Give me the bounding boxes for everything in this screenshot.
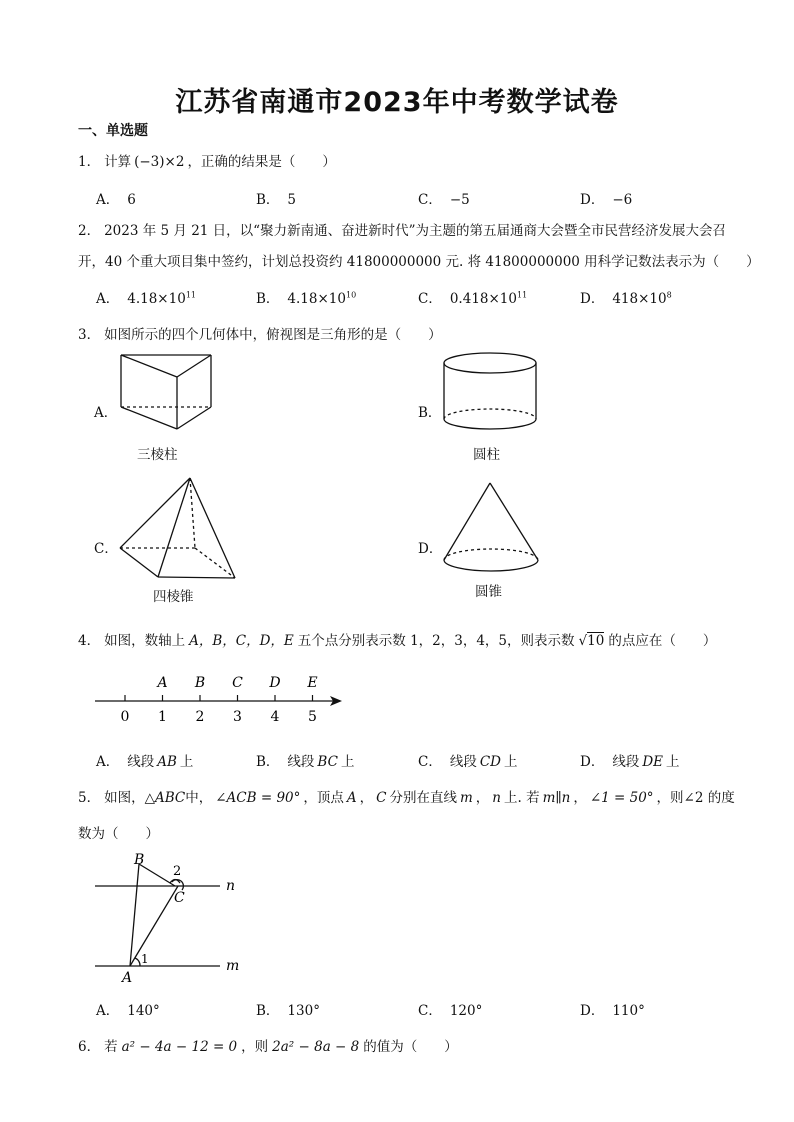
option-a[interactable] [96,287,196,307]
question-1 [78,150,336,170]
segment-name: BC [317,754,338,770]
question-text: 的点应在（ ） [608,633,717,649]
pyramid-edge [120,478,190,548]
cylinder-figure [440,352,540,434]
question-text: 计算 [104,154,132,170]
pyramid-edge [190,478,235,578]
tick-label: 0 [120,709,130,725]
cone-figure [440,480,545,580]
question-2-line-1 [78,219,726,239]
option-a[interactable] [96,999,160,1019]
option-a[interactable]: A． [94,405,118,421]
question-text: 开，40 个重大项目集中签约，计划总投资约 41800000000 元. 将 41800000000 用科学记数法表示为（ ） [78,254,760,270]
option-b[interactable] [256,750,354,770]
figure-caption: 圆柱 [473,447,500,463]
cone-base-front [444,560,538,571]
option-d[interactable] [580,999,645,1019]
option-label: A． [96,192,120,208]
pyramid-edge [120,548,158,577]
question-text: ，正确的结果是（ ） [187,154,336,170]
tick-label: 3 [233,709,242,725]
sqrt-expression [579,633,605,649]
option-text: 上 [666,754,680,770]
segment-name: AB [157,754,177,770]
pyramid-edge [158,577,235,578]
point-label: E [307,675,318,691]
question-text: 上. 若 [503,790,540,806]
segment-name: CD [479,754,501,770]
page-title: 江苏省南通市2023年中考数学试卷 [175,87,619,118]
exponent: 11 [185,290,196,300]
point-list: A，B，C，D，E [189,633,294,649]
radicand: 10 [587,633,605,649]
prism-edge [177,407,211,429]
question-text: ，则∠2 的度 [656,790,735,806]
option-label: A． [96,291,120,307]
section-heading: 一、单选题 [78,123,148,139]
point-name: A [346,790,357,806]
question-number: 2． [78,223,101,239]
option-b[interactable] [256,188,296,208]
option-c[interactable]: C． [94,541,118,557]
option-label: A． [96,754,120,770]
triangle-name: △ABC [144,790,186,806]
question-text: 数为（ ） [78,826,159,842]
option-text: −5 [449,192,470,208]
cylinder-bottom-front [444,419,536,429]
question-5-line-1 [78,786,735,806]
question-number: 4． [78,633,101,649]
option-text: 418×10 [612,291,667,307]
expression: 2a² − 8a − 8 [272,1039,360,1055]
option-label: C． [418,754,442,770]
option-label: C． [418,291,442,307]
question-4 [78,629,716,649]
option-text: 5 [287,192,297,208]
question-number: 1． [78,154,101,170]
pyramid-hidden-edge [195,548,235,578]
question-number: 3． [78,327,101,343]
equation: a² − 4a − 12 = 0 [121,1039,238,1055]
label-n: n [226,878,236,894]
pyramid-edge [158,478,190,577]
option-text: 上 [179,754,194,770]
option-text: 线段 [127,754,155,770]
cone-edge [444,483,490,560]
line-name: m [459,790,473,806]
question-text: 的值为（ ） [363,1039,458,1055]
label-c: C [174,890,185,906]
option-label: C． [418,192,442,208]
option-label: C． [418,1003,442,1019]
point-name: C [376,790,387,806]
angle-expression: ∠ACB = 90° [215,790,301,806]
option-a[interactable] [96,750,193,770]
question-2-line-2 [78,250,760,270]
option-text: 0.418×10 [449,291,517,307]
option-text: −6 [612,192,633,208]
option-label: D． [580,192,605,208]
question-text: 如图，数轴上 [104,633,186,649]
square-pyramid-figure [115,474,240,584]
tick-label: 5 [308,709,317,725]
tick-label: 2 [195,709,205,725]
option-label: B． [256,291,280,307]
point-label: D [269,675,281,691]
point-label: B [194,675,206,691]
option-b[interactable] [256,287,356,307]
option-c[interactable] [418,999,482,1019]
option-label: D． [580,1003,605,1019]
question-text: 如图所示的四个几何体中，俯视图是三角形的是（ ） [104,327,442,343]
option-label: B． [256,754,280,770]
option-text: 线段 [287,754,315,770]
figure-caption: 三棱柱 [137,447,178,463]
option-text: 上 [340,754,355,770]
question-text: 2023 年 5 月 21 日，以“聚力新南通、奋进新时代”为主题的第五届通商大会暨全市民营经济发展大会召 [104,223,726,239]
option-text: 上 [504,754,518,770]
exponent: 10 [345,290,357,300]
cylinder-top [444,353,536,373]
question-text: 如图， [104,790,145,806]
option-d[interactable] [580,750,680,770]
question-text: 若 [104,1039,118,1055]
label-b: B [134,852,145,868]
option-d[interactable] [580,188,632,208]
tick-label: 1 [158,709,167,725]
question-text: ， [573,790,587,806]
option-d[interactable] [580,287,672,307]
question-number: 5． [78,790,101,806]
option-text: 4.18×10 [287,291,346,307]
label-angle-1: 1 [141,952,149,966]
figure-caption: 四棱锥 [153,589,194,605]
question-text: ， [359,790,374,806]
option-label: A． [96,1003,120,1019]
option-label: B． [256,192,280,208]
option-b[interactable] [256,999,320,1019]
math-expression: (−3)×2 [134,154,185,170]
option-text: 120° [449,1003,483,1019]
option-c[interactable] [418,750,518,770]
point-label: C [232,675,243,691]
question-text: ， [475,790,490,806]
option-text: 线段 [449,754,477,770]
label-m: m [226,958,240,974]
prism-edge [177,355,211,377]
sqrt-icon: √ [578,633,588,649]
question-6 [78,1035,458,1055]
parallel-expression: m∥n [542,790,571,806]
segment-ab [130,864,139,966]
question-text: ，顶点 [303,790,344,806]
label-angle-2: 2 [173,864,182,879]
option-text: 6 [127,192,136,208]
option-c[interactable] [418,188,470,208]
question-3 [78,323,442,343]
option-a[interactable] [96,188,136,208]
question-text: 中， [185,790,213,806]
prism-edge [121,355,177,377]
point-label: A [157,675,168,691]
question-text: ，则 [241,1039,269,1055]
option-text: 线段 [612,754,640,770]
question-text: 分别在直线 [389,790,457,806]
exponent: 11 [516,290,528,300]
label-a: A [122,970,133,986]
option-label: D． [580,291,605,307]
option-b[interactable]: B． [418,405,442,421]
segment-ac [130,886,178,966]
option-text: 140° [127,1003,160,1019]
line-name: n [492,790,501,806]
option-c[interactable] [418,287,527,307]
angle-expression: ∠1 = 50° [589,790,654,806]
exponent: 8 [666,290,672,300]
option-text: 110° [612,1003,645,1019]
question-5-line-2 [78,822,159,842]
tick-label: 4 [270,709,280,725]
angle-1-arc [135,958,140,966]
cylinder-bottom-back [444,409,536,419]
cone-base-back [444,549,538,560]
option-d[interactable]: D． [418,541,443,557]
triangular-prism-figure [115,352,215,434]
parallel-lines-figure [90,848,250,988]
option-label: D． [580,754,605,770]
option-label: B． [256,1003,280,1019]
number-line-figure [90,666,350,728]
prism-edge [121,407,177,429]
question-number: 6． [78,1039,101,1055]
option-text: 4.18×10 [127,291,186,307]
segment-name: DE [642,754,664,770]
figure-caption: 圆锥 [475,584,502,600]
question-text: 五个点分别表示数 1，2，3，4，5，则表示数 [297,633,575,649]
option-text: 130° [287,1003,320,1019]
